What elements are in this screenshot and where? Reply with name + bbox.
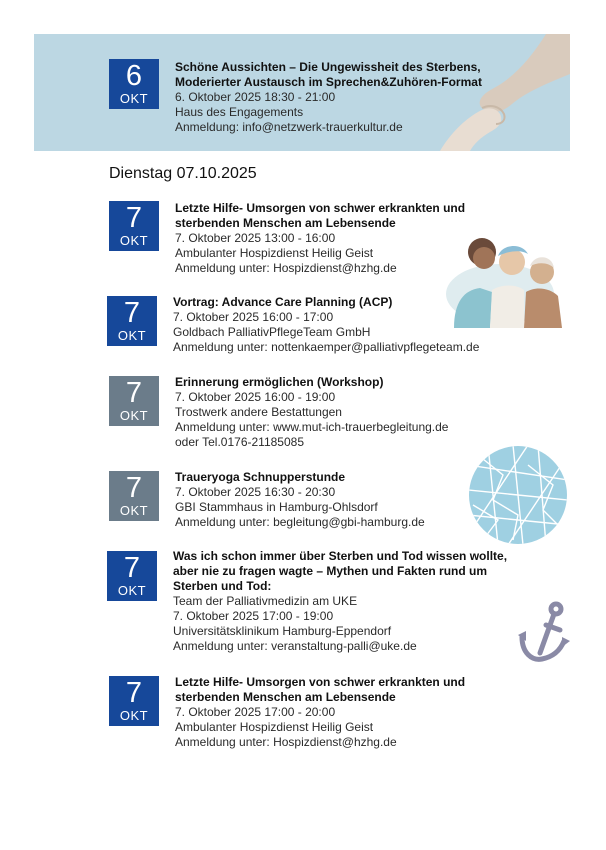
event-title: sterbenden Menschen am Lebensende	[175, 216, 396, 230]
date-badge	[109, 676, 159, 726]
caregivers-illustration	[446, 232, 570, 328]
event-registration: Anmeldung unter: Hospizdienst@hzhg.de	[175, 735, 397, 749]
event-details	[175, 470, 425, 530]
date-month: OKT	[119, 708, 149, 723]
date-day: 7	[125, 677, 143, 709]
date-day: 6	[125, 60, 143, 92]
event-phone: oder Tel.0176-21185085	[175, 435, 304, 449]
date-day: 7	[123, 297, 141, 329]
event-location: Universitätsklinikum Hamburg-Eppendorf	[173, 624, 392, 638]
event-date: 7. Oktober 2025 16:00 - 17:00	[173, 310, 334, 324]
event-details	[175, 375, 448, 450]
anchor-icon	[516, 601, 572, 665]
event-details	[175, 201, 465, 276]
event-details	[175, 60, 482, 135]
date-day: 7	[125, 472, 143, 504]
date-badge	[109, 59, 159, 109]
event-title: Erinnerung ermöglichen (Workshop)	[175, 375, 384, 389]
event-date: 7. Oktober 2025 13:00 - 16:00	[175, 231, 336, 245]
event-registration: Anmeldung unter: www.mut-ich-trauerbegleitung.de	[175, 420, 449, 434]
event-date: 7. Oktober 2025 17:00 - 19:00	[173, 609, 334, 623]
event-details	[173, 295, 479, 355]
event-title: Traueryoga Schnupperstunde	[175, 470, 346, 484]
event-registration: Anmeldung: info@netzwerk-trauerkultur.de	[175, 120, 403, 134]
event-date: 6. Oktober 2025 18:30 - 21:00	[175, 90, 336, 104]
date-badge	[109, 201, 159, 251]
date-month: OKT	[119, 503, 149, 518]
date-month: OKT	[119, 408, 149, 423]
event-location: Goldbach PalliativPflegeTeam GmbH	[173, 325, 371, 339]
event-details	[175, 675, 465, 750]
date-badge	[107, 551, 157, 601]
date-month: OKT	[117, 328, 147, 343]
event-date: 7. Oktober 2025 17:00 - 20:00	[175, 705, 336, 719]
event-title: sterbenden Menschen am Lebensende	[175, 690, 396, 704]
event-title: Moderierter Austausch im Sprechen&Zuhören-Format	[175, 75, 482, 89]
map-circle-illustration	[468, 445, 568, 545]
event-location: Ambulanter Hospizdienst Heilig Geist	[175, 246, 374, 260]
event-registration: Anmeldung unter: veranstaltung-palli@uke.de	[173, 639, 417, 653]
event-registration: Anmeldung unter: Hospizdienst@hzhg.de	[175, 261, 397, 275]
event-location: Ambulanter Hospizdienst Heilig Geist	[175, 720, 374, 734]
event-registration: Anmeldung unter: nottenkaemper@palliativpflegeteam.de	[173, 340, 480, 354]
event-date: 7. Oktober 2025 16:00 - 19:00	[175, 390, 336, 404]
date-month: OKT	[119, 233, 149, 248]
event-title: Vortrag: Advance Care Planning (ACP)	[173, 295, 393, 309]
event-organizer: Team der Palliativmedizin am UKE	[173, 594, 358, 608]
date-day: 7	[123, 552, 141, 584]
event-location: Haus des Engagements	[175, 105, 304, 119]
event-details	[173, 549, 507, 654]
date-day: 7	[125, 377, 143, 409]
section-heading: Dienstag 07.10.2025	[109, 165, 257, 182]
event-title: Sterben und Tod:	[173, 579, 272, 593]
event-title: Letzte Hilfe- Umsorgen von schwer erkrankten und	[175, 675, 466, 689]
event-location: GBI Stammhaus in Hamburg-Ohlsdorf	[175, 500, 378, 514]
event-title: aber nie zu fragen wagte – Mythen und Fakten rund um	[173, 564, 488, 578]
event-location: Trostwerk andere Bestattungen	[175, 405, 342, 419]
date-badge	[109, 471, 159, 521]
event-registration: Anmeldung unter: begleitung@gbi-hamburg.de	[175, 515, 425, 529]
event-title: Was ich schon immer über Sterben und Tod wissen wollte,	[173, 549, 508, 563]
date-month: OKT	[117, 583, 147, 598]
event-title: Letzte Hilfe- Umsorgen von schwer erkrankten und	[175, 201, 466, 215]
date-month: OKT	[119, 91, 149, 106]
date-day: 7	[125, 202, 143, 234]
event-title: Schöne Aussichten – Die Ungewissheit des Sterbens,	[175, 60, 481, 74]
date-badge	[109, 376, 159, 426]
event-date: 7. Oktober 2025 16:30 - 20:30	[175, 485, 336, 499]
date-badge	[107, 296, 157, 346]
